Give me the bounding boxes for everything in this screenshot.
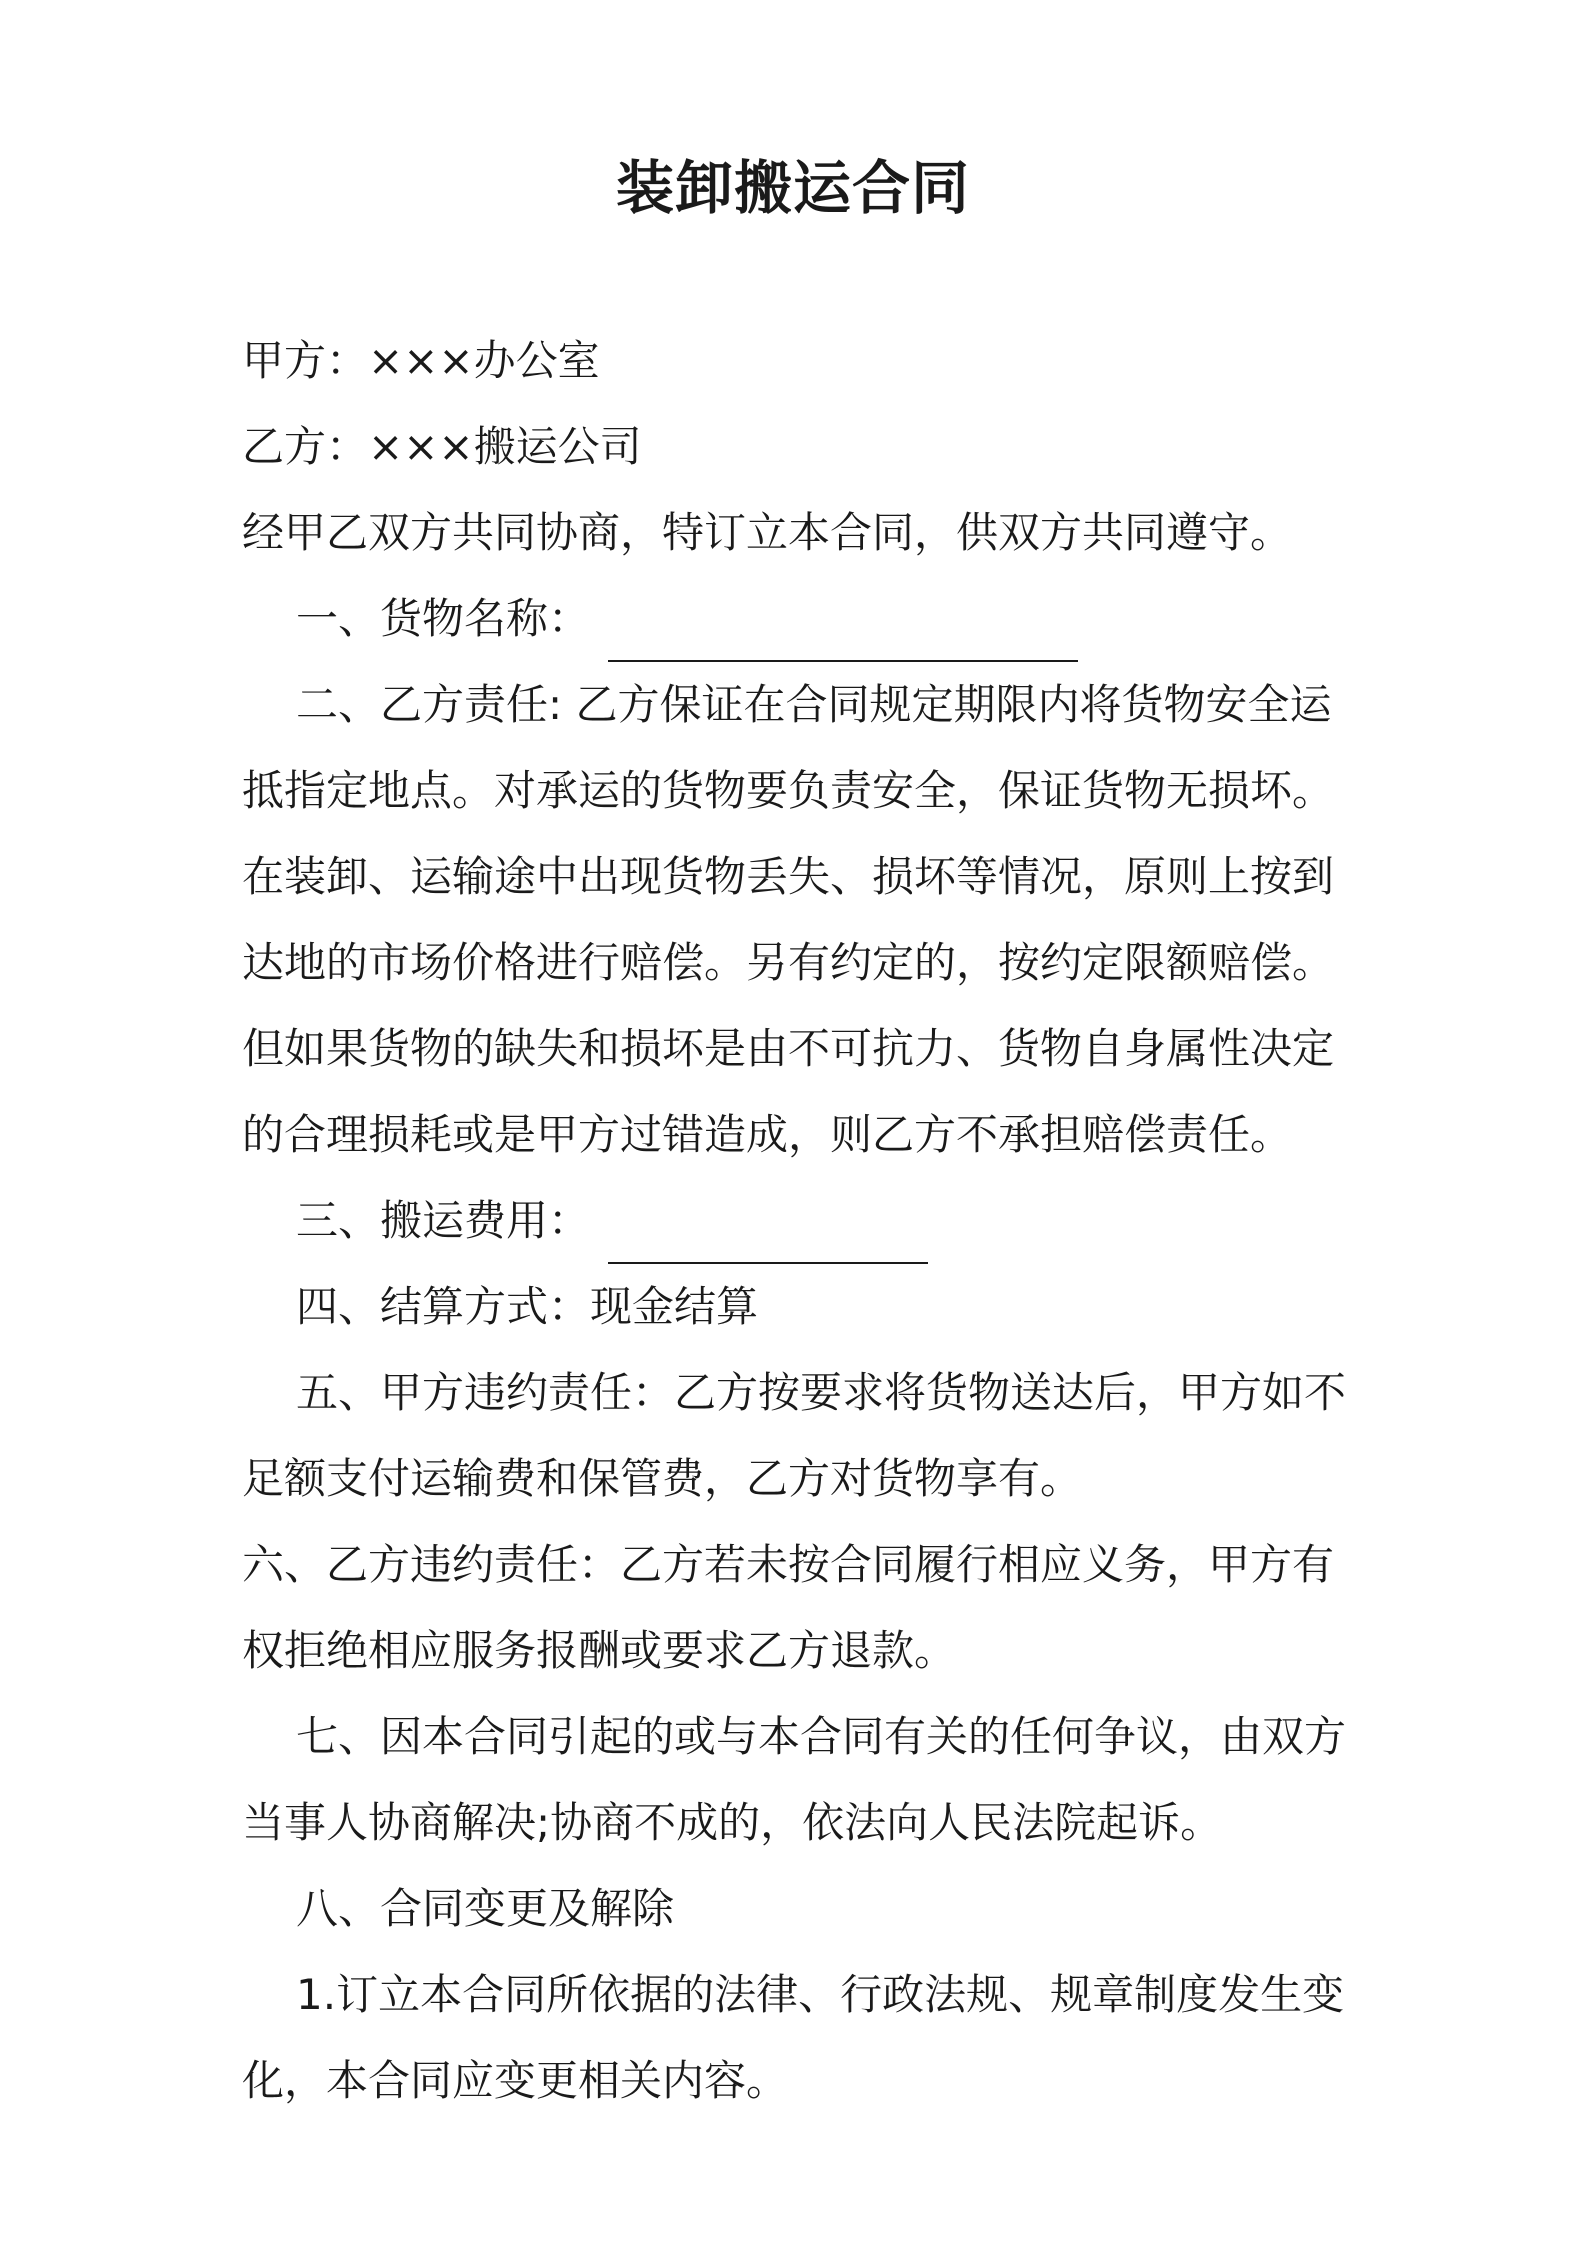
clause-8: 八、合同变更及解除 [296,1884,675,1933]
clause-5: 五、甲方违约责任：乙方按要求将货物送达后，甲方如不足额支付运输费和保管费，乙方对货物享有。 [242,1368,1347,1503]
fee-blank [608,1210,928,1264]
party-b: 乙方：×××搬运公司 [242,422,642,471]
goods-name-blank [608,608,1078,662]
clause-1-label: 一、货物名称： [296,594,591,643]
party-a: 甲方：×××办公室 [242,336,600,385]
clause-3-label: 三、搬运费用： [296,1196,591,1245]
clause-6: 六、乙方违约责任：乙方若未按合同履行相应义务，甲方有权拒绝相应服务报酬或要求乙方退款。 [242,1540,1335,1675]
document-body [242,318,1362,2124]
clause-1 [242,576,1362,662]
clause-8-1: 1.订立本合同所依据的法律、行政法规、规章制度发生变化，本合同应变更相关内容。 [242,1970,1345,2105]
clause-3 [242,1178,1362,1264]
document-title: 装卸搬运合同 [615,154,970,222]
clause-4: 四、结算方式：现金结算 [296,1282,759,1331]
clause-2: 二、乙方责任: 乙方保证在合同规定期限内将货物安全运抵指定地点。对承运的货物要负责安全，保证货物无损坏。在装卸、运输途中出现货物丢失、损坏等情况，原则上按到达地的市场价格进行赔偿。另有约定的，按约定限额赔偿。但如果货物的缺失和损坏是由不可抗力、货物自身属性决定的合理损耗或是甲方过错造成，则乙方不承担赔偿责任。 [242,680,1335,1159]
clause-7: 七、因本合同引起的或与本合同有关的任何争议，由双方当事人协商解决;协商不成的，依法向人民法院起诉。 [242,1712,1347,1847]
intro-paragraph: 经甲乙双方共同协商，特订立本合同，供双方共同遵守。 [242,508,1293,557]
